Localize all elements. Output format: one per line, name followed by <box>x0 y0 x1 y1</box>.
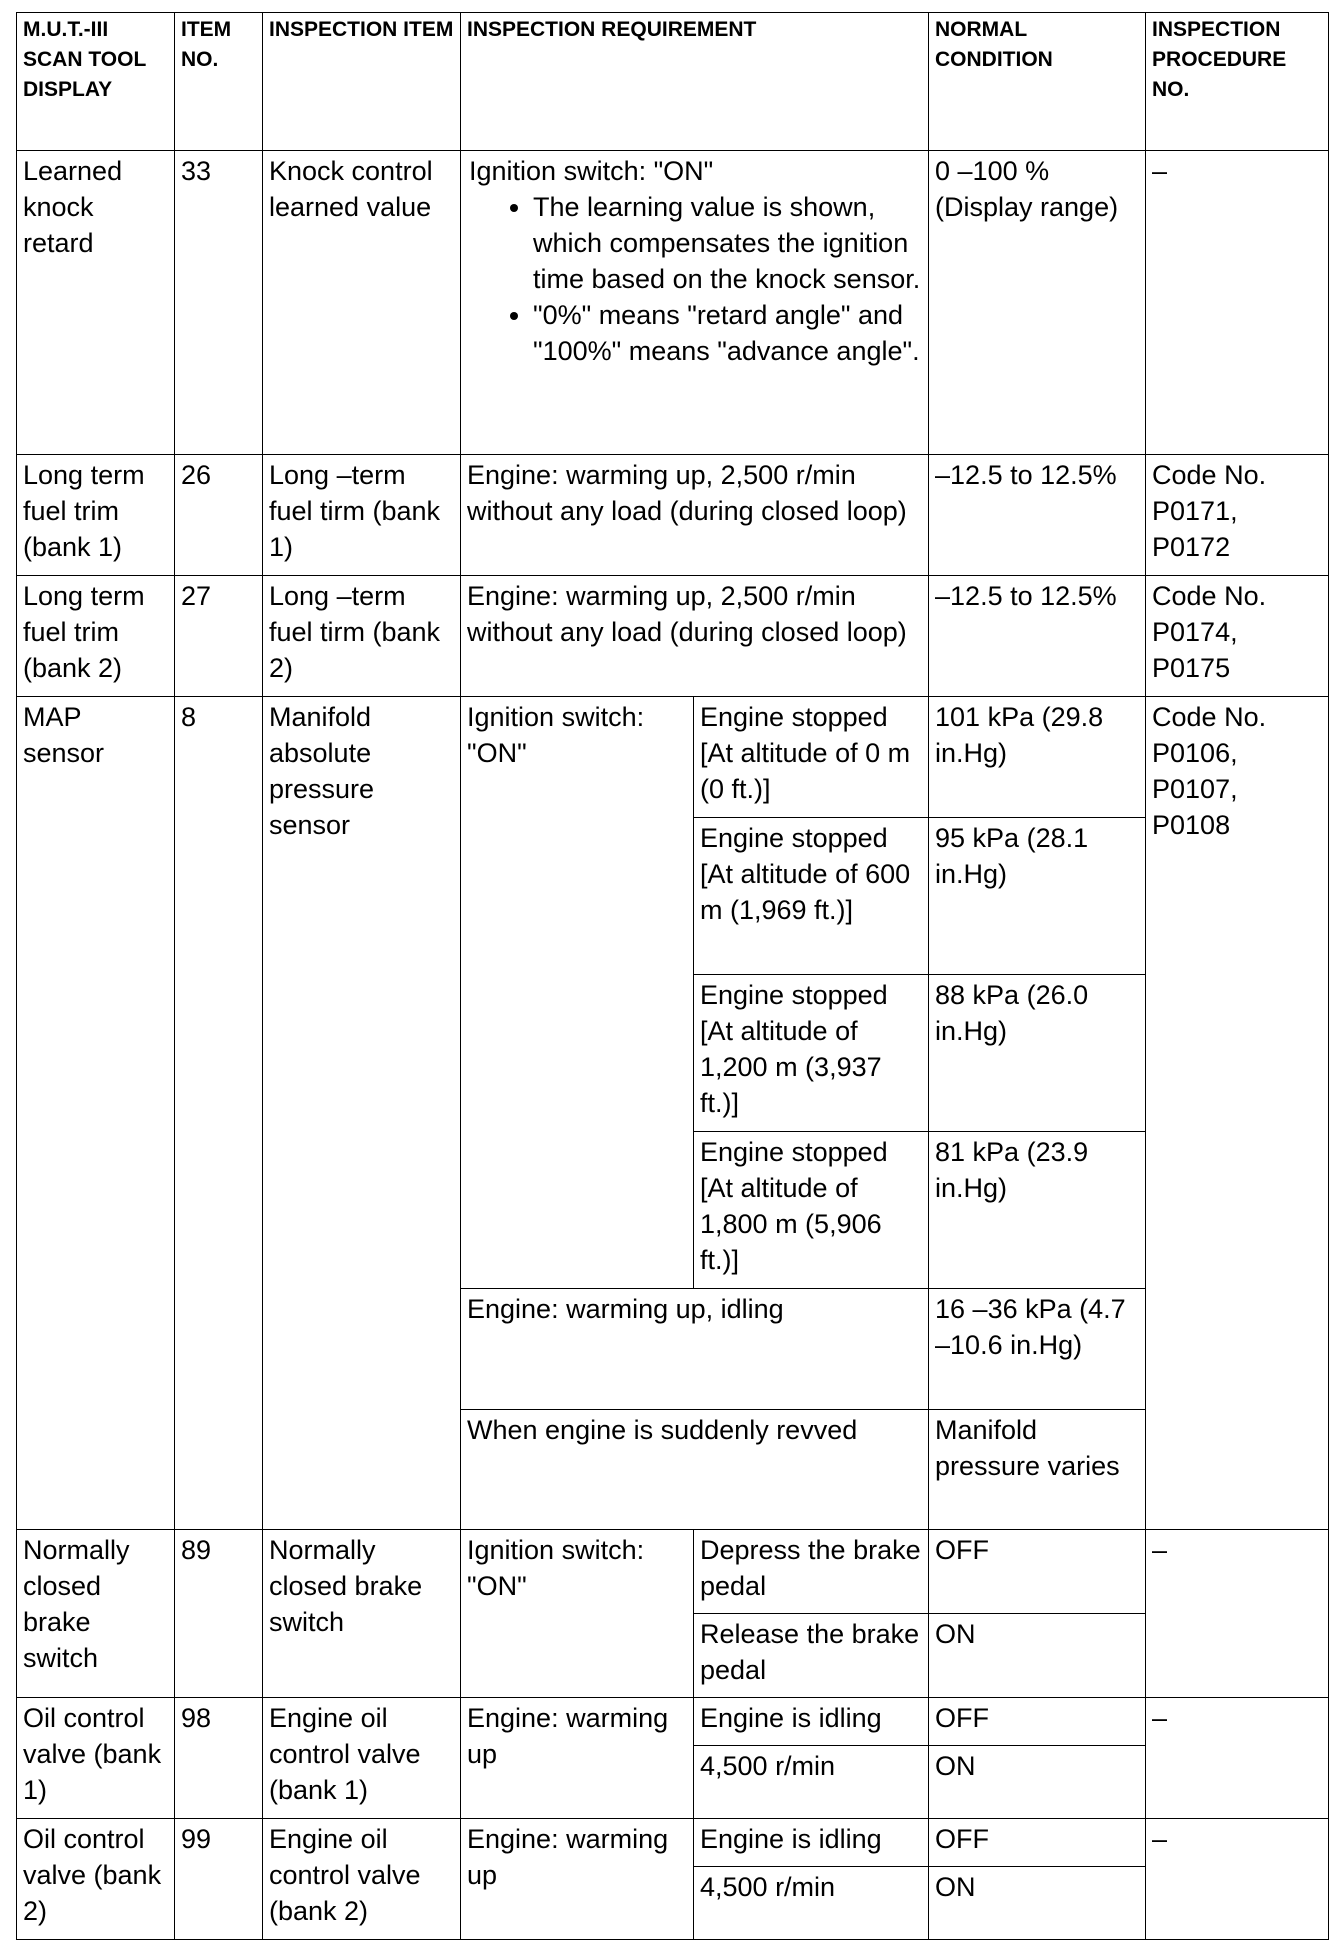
normal-cell: –12.5 to 12.5% <box>929 576 1146 697</box>
table-row <box>17 455 1329 576</box>
table-row <box>17 1698 1329 1746</box>
requirement-cell: When engine is suddenly revved <box>461 1410 929 1530</box>
item-no-cell: 99 <box>175 1819 263 1940</box>
display-cell: Learned knock retard <box>17 151 175 455</box>
item-no-cell: 33 <box>175 151 263 455</box>
requirement-condition: Ignition switch: "ON" <box>469 156 714 186</box>
normal-cell: OFF <box>929 1530 1146 1614</box>
state-cell: Release the brake pedal <box>694 1614 929 1698</box>
item-no-cell: 98 <box>175 1698 263 1819</box>
item-no-cell: 27 <box>175 576 263 697</box>
procedure-cell: – <box>1146 151 1329 455</box>
item-no-cell: 89 <box>175 1530 263 1698</box>
state-cell: Engine stopped [At altitude of 0 m (0 ft.)] <box>694 697 929 818</box>
item-cell: Knock control learned value <box>263 151 461 455</box>
header-row <box>17 13 1329 151</box>
state-cell: Engine stopped [At altitude of 1,800 m (5,906 ft.)] <box>694 1132 929 1289</box>
normal-cell: 101 kPa (29.8 in.Hg) <box>929 697 1146 818</box>
normal-cell: Manifold pressure varies <box>929 1410 1146 1530</box>
header-inspection-item: INSPECTION ITEM <box>263 13 461 151</box>
header-scan-tool-display: M.U.T.-III SCAN TOOL DISPLAY <box>17 13 175 151</box>
table-row <box>17 151 1329 455</box>
display-cell: Oil control valve (bank 1) <box>17 1698 175 1819</box>
condition-cell: Engine: warming up <box>461 1819 694 1940</box>
procedure-cell: Code No. P0171, P0172 <box>1146 455 1329 576</box>
procedure-cell: – <box>1146 1819 1329 1940</box>
header-normal-condition: NORMAL CONDITION <box>929 13 1146 151</box>
condition-cell: Ignition switch: "ON" <box>461 1530 694 1698</box>
item-cell: Normally closed brake switch <box>263 1530 461 1698</box>
requirement-bullet: • "0%" means "retard angle" and "100%" means "advance angle". <box>533 297 922 369</box>
header-inspection-requirement: INSPECTION REQUIREMENT <box>461 13 929 151</box>
procedure-cell: – <box>1146 1698 1329 1819</box>
table-row <box>17 697 1329 818</box>
display-cell: Long term fuel trim (bank 1) <box>17 455 175 576</box>
normal-cell: 88 kPa (26.0 in.Hg) <box>929 975 1146 1132</box>
item-cell: Long –term fuel tirm (bank 1) <box>263 455 461 576</box>
procedure-cell: – <box>1146 1530 1329 1698</box>
state-cell: Engine is idling <box>694 1698 929 1746</box>
normal-cell: 0 –100 % (Display range) <box>929 151 1146 455</box>
normal-cell: 81 kPa (23.9 in.Hg) <box>929 1132 1146 1289</box>
requirement-cell: Engine: warming up, 2,500 r/min without any load (during closed loop) <box>461 455 929 576</box>
display-cell: MAP sensor <box>17 697 175 1530</box>
table-row <box>17 1819 1329 1867</box>
requirement-cell: Engine: warming up, 2,500 r/min without any load (during closed loop) <box>461 576 929 697</box>
header-inspection-procedure: INSPECTION PROCEDURE NO. <box>1146 13 1329 151</box>
table-row <box>17 1530 1329 1614</box>
normal-cell: ON <box>929 1614 1146 1698</box>
normal-cell: 16 –36 kPa (4.7 –10.6 in.Hg) <box>929 1289 1146 1410</box>
item-no-cell: 26 <box>175 455 263 576</box>
requirement-cell: Engine: warming up, idling <box>461 1289 929 1410</box>
normal-cell: –12.5 to 12.5% <box>929 455 1146 576</box>
normal-cell: OFF <box>929 1698 1146 1746</box>
inspection-table <box>16 12 1329 1940</box>
item-no-cell: 8 <box>175 697 263 1530</box>
condition-cell: Ignition switch: "ON" <box>461 697 694 1289</box>
requirement-bullets <box>467 189 922 369</box>
display-cell: Oil control valve (bank 2) <box>17 1819 175 1940</box>
state-cell: 4,500 r/min <box>694 1867 929 1940</box>
requirement-cell <box>461 151 929 455</box>
state-cell: Engine stopped [At altitude of 1,200 m (3,937 ft.)] <box>694 975 929 1132</box>
normal-cell: OFF <box>929 1819 1146 1867</box>
state-cell: 4,500 r/min <box>694 1746 929 1819</box>
header-item-no: ITEM NO. <box>175 13 263 151</box>
table-row <box>17 576 1329 697</box>
state-cell: Depress the brake pedal <box>694 1530 929 1614</box>
state-cell: Engine stopped [At altitude of 600 m (1,969 ft.)] <box>694 818 929 975</box>
normal-cell: ON <box>929 1867 1146 1940</box>
requirement-bullet: • The learning value is shown, which compensates the ignition time based on the knock sensor. <box>533 189 922 297</box>
procedure-cell: Code No. P0106, P0107, P0108 <box>1146 697 1329 1530</box>
item-cell: Engine oil control valve (bank 1) <box>263 1698 461 1819</box>
display-cell: Normally closed brake switch <box>17 1530 175 1698</box>
display-cell: Long term fuel trim (bank 2) <box>17 576 175 697</box>
item-cell: Engine oil control valve (bank 2) <box>263 1819 461 1940</box>
item-cell: Manifold absolute pressure sensor <box>263 697 461 1530</box>
normal-cell: 95 kPa (28.1 in.Hg) <box>929 818 1146 975</box>
item-cell: Long –term fuel tirm (bank 2) <box>263 576 461 697</box>
procedure-cell: Code No. P0174, P0175 <box>1146 576 1329 697</box>
condition-cell: Engine: warming up <box>461 1698 694 1819</box>
normal-cell: ON <box>929 1746 1146 1819</box>
state-cell: Engine is idling <box>694 1819 929 1867</box>
